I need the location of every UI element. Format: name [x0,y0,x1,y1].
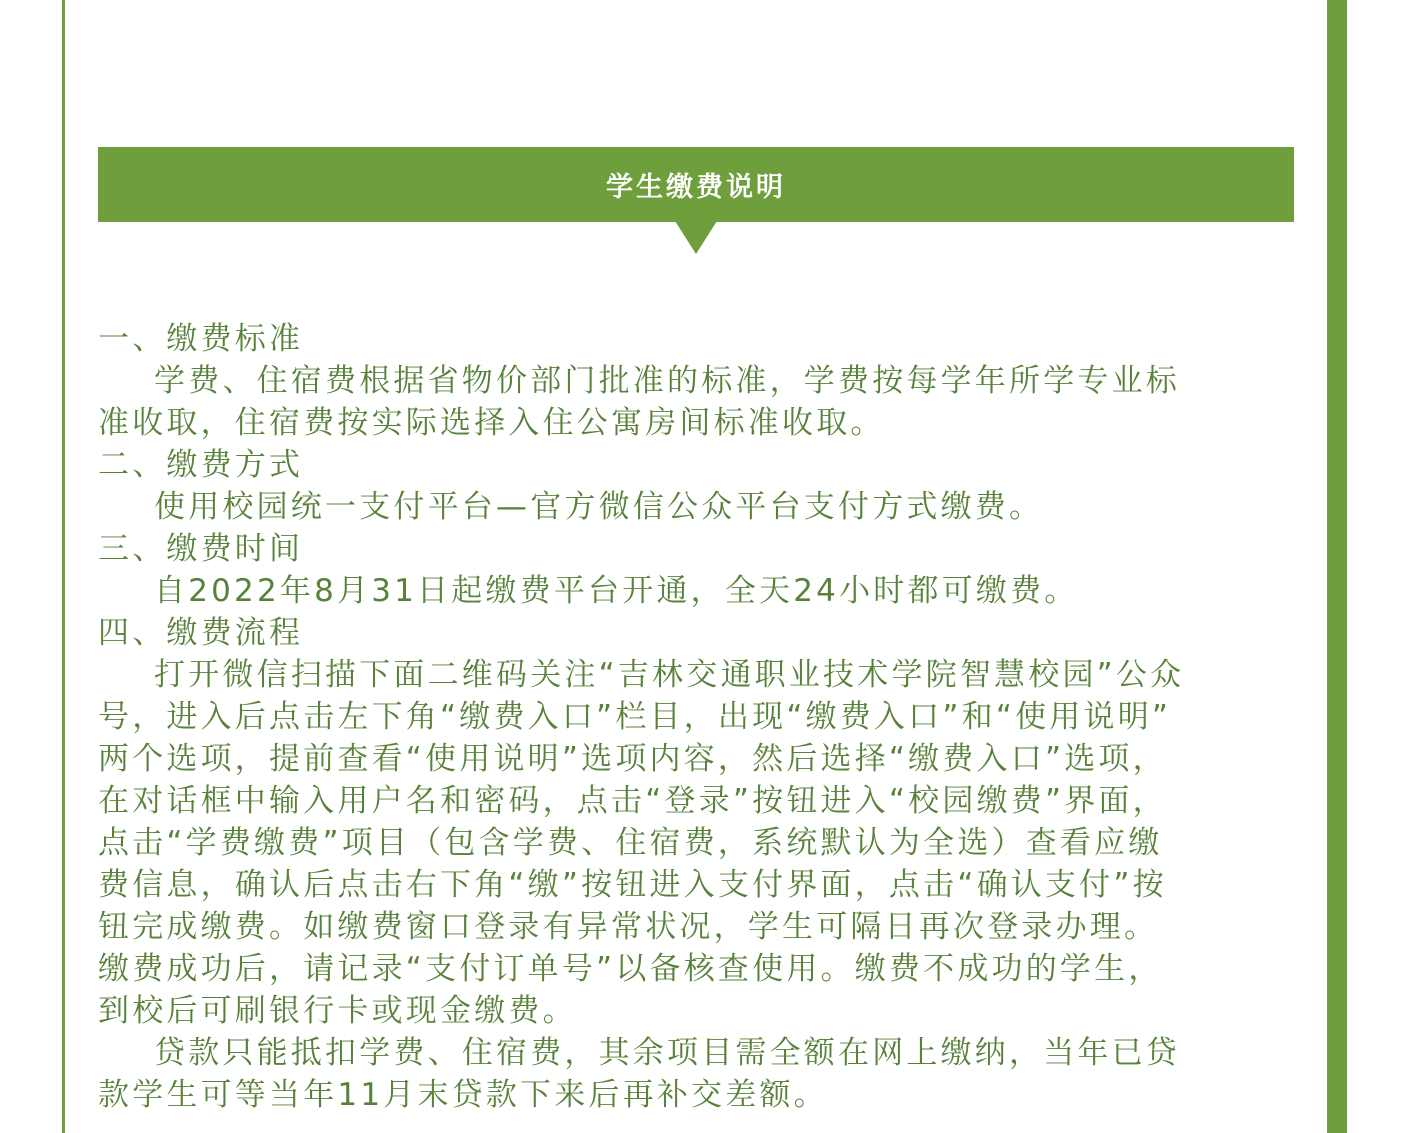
notice-line: 缴费成功后，请记录“支付订单号”以备核查使用。缴费不成功的学生， [98,951,1163,987]
notice-line: 到校后可刷银行卡或现金缴费。 [98,993,577,1029]
notice-line: 准收取，住宿费按实际选择入住公寓房间标准收取。 [98,405,885,441]
notice-line: 学费、住宿费根据省物价部门批准的标准，学费按每学年所学专业标 [154,363,1180,399]
section-banner [98,147,1294,222]
notice-line: 在对话框中输入用户名和密码，点击“登录”按钮进入“校园缴费”界面， [98,783,1167,819]
right-border-bar [1327,0,1347,1133]
notice-line: 点击“学费缴费”项目（包含学费、住宿费，系统默认为全选）查看应缴 [98,825,1163,861]
notice-line: 自2022年8月31日起缴费平台开通，全天24小时都可缴费。 [154,573,1079,609]
notice-line: 钮完成缴费。如缴费窗口登录有异常状况，学生可隔日再次登录办理。 [98,909,1159,945]
banner-title: 学生缴费说明 [606,172,786,203]
notice-line: 一、缴费标准 [98,321,304,357]
notice-line: 费信息，确认后点击右下角“缴”按钮进入支付界面，点击“确认支付”按 [98,867,1167,903]
notice-line: 贷款只能抵扣学费、住宿费，其余项目需全额在网上缴纳，当年已贷 [154,1035,1180,1071]
notice-line: 四、缴费流程 [98,615,304,651]
notice-line: 打开微信扫描下面二维码关注“吉林交通职业技术学院智慧校园”公众 [154,657,1185,693]
notice-line: 两个选项，提前查看“使用说明”选项内容，然后选择“缴费入口”选项， [98,741,1167,777]
notice-line: 使用校园统一支付平台—官方微信公众平台支付方式缴费。 [154,489,1044,525]
notice-line: 三、缴费时间 [98,531,304,567]
banner-arrow-icon [675,221,717,254]
notice-line: 二、缴费方式 [98,447,304,483]
notice-line: 号，进入后点击左下角“缴费入口”栏目，出现“缴费入口”和“使用说明” [98,699,1172,735]
left-border-line [62,0,65,1133]
notice-body [98,318,1296,1116]
notice-line: 款学生可等当年11月末贷款下来后再补交差额。 [98,1077,828,1113]
